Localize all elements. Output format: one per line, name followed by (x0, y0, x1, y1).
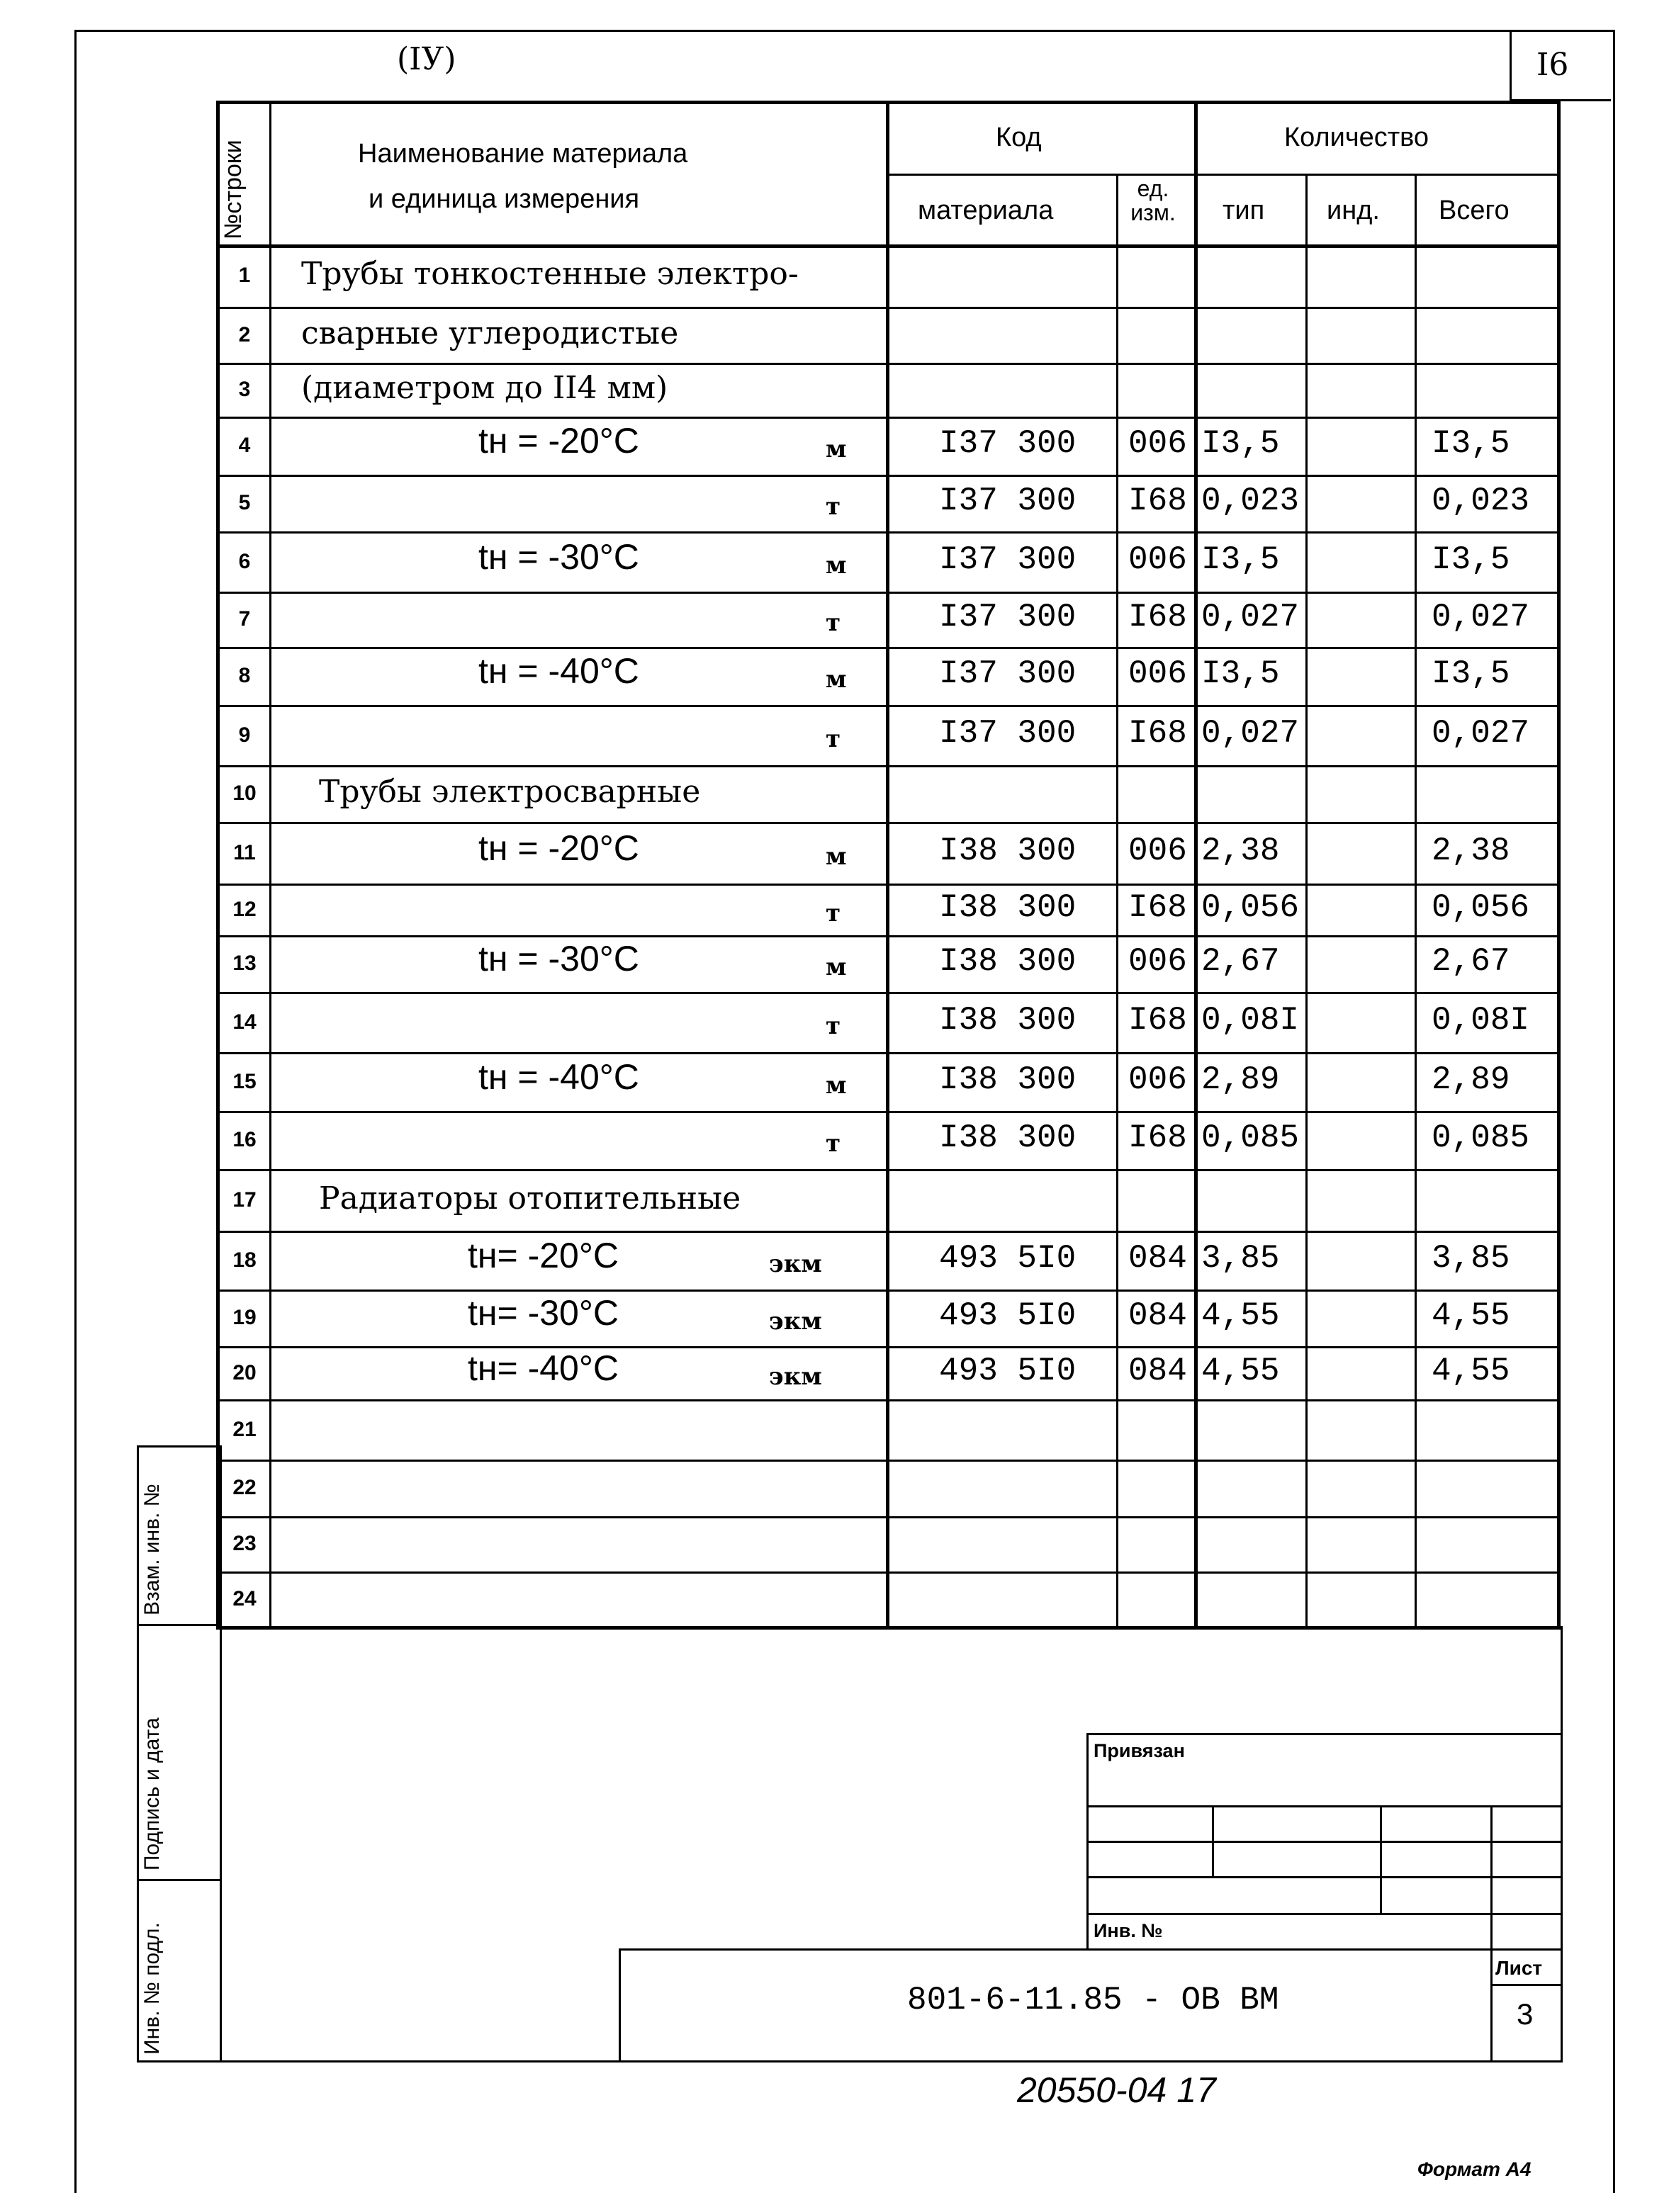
row-type-qty: 0,027 (1201, 714, 1300, 752)
row-number: 7 (238, 607, 251, 631)
row-temperature: tн = -40°C (478, 651, 639, 691)
row-material-code: I37 300 (939, 599, 1077, 636)
row-number: 21 (232, 1417, 257, 1441)
row-line (216, 1290, 1557, 1292)
row-number: 6 (238, 549, 251, 573)
row-material-code: I38 300 (939, 1061, 1077, 1098)
row-line (216, 1111, 1557, 1113)
row-line (216, 417, 1557, 419)
format-label: Формат А4 (1417, 2158, 1532, 2180)
side-strip-left (137, 1445, 139, 2062)
row-unit-code: I68 (1128, 888, 1187, 926)
row-type-qty: I3,5 (1201, 541, 1280, 578)
row-line (216, 1626, 1557, 1628)
row-temperature: tн = -30°C (478, 939, 639, 978)
row-line (216, 307, 1557, 309)
row-number: 23 (232, 1532, 257, 1555)
row-total-qty: 0,027 (1432, 599, 1530, 636)
row-unit-code: 084 (1128, 1297, 1187, 1334)
row-unit: экм (769, 1249, 822, 1278)
row-unit: экм (769, 1362, 822, 1391)
row-unit-code: 084 (1128, 1352, 1187, 1389)
row-type-qty: I3,5 (1201, 655, 1280, 692)
row-number: 18 (232, 1248, 257, 1272)
row-line (216, 592, 1557, 594)
row-number: 19 (232, 1306, 257, 1329)
sheet-corner-number: I6 (1536, 47, 1569, 83)
row-number: 20 (232, 1360, 257, 1384)
sheet-cell-divider (1490, 1984, 1561, 1986)
row-total-qty: 0,056 (1432, 888, 1530, 926)
row-material-code: 493 5I0 (939, 1239, 1077, 1277)
row-type-qty: 4,55 (1201, 1352, 1280, 1389)
row-material-code: I37 300 (939, 425, 1077, 462)
row-number: 8 (238, 664, 251, 687)
row-number: 15 (232, 1069, 257, 1093)
row-unit-code: 006 (1128, 1061, 1187, 1098)
col-line-uc (1116, 174, 1118, 1626)
col-line-ind (1305, 174, 1308, 1626)
header-bottom-line (216, 244, 1557, 248)
row-unit: м (826, 842, 847, 871)
row-line (216, 1169, 1557, 1171)
row-line (216, 1231, 1557, 1233)
row-total-qty: I3,5 (1432, 541, 1510, 578)
row-line (216, 1571, 1557, 1574)
row-line (216, 363, 1557, 365)
row-number: 13 (232, 952, 257, 975)
row-material-code: 493 5I0 (939, 1297, 1077, 1334)
designation-left (619, 1948, 621, 2062)
row-name: Трубы электросварные (319, 774, 701, 810)
row-number: 12 (232, 897, 257, 921)
header-name-line1: Наименование материала (358, 139, 688, 169)
row-type-qty: 0,056 (1201, 888, 1300, 926)
stamp-linked-label: Привязан (1094, 1740, 1185, 1761)
stamp-col3 (1490, 1805, 1493, 2060)
row-total-qty: 4,55 (1432, 1297, 1510, 1334)
row-unit: т (826, 609, 841, 637)
row-number: 10 (232, 781, 257, 805)
header-row-no: №строки (220, 140, 247, 239)
header-material-code: материала (918, 196, 1054, 225)
side-label-replace: Взам. инв. № (140, 1484, 164, 1615)
row-unit: м (826, 953, 847, 981)
row-type-qty: 0,08I (1201, 1001, 1300, 1039)
row-line (216, 1516, 1557, 1518)
col-line-num (269, 101, 271, 1626)
row-total-qty: 4,55 (1432, 1352, 1510, 1389)
header-quantity: Количество (1284, 123, 1429, 152)
row-unit: м (826, 1071, 847, 1100)
header-unit-code: ед. изм. (1130, 176, 1176, 225)
row-unit-code: I68 (1128, 483, 1187, 519)
header-type: тип (1223, 196, 1265, 225)
row-number: 22 (232, 1476, 257, 1499)
stamp-col2 (1380, 1805, 1382, 1913)
row-number: 1 (238, 264, 251, 287)
row-unit: т (826, 724, 841, 753)
row-line (216, 1052, 1557, 1054)
row-material-code: I38 300 (939, 832, 1077, 869)
header-sub-line (886, 174, 1557, 176)
row-temperature: tн = -40°C (478, 1056, 639, 1097)
row-total-qty: 0,023 (1432, 483, 1530, 519)
row-unit-code: 084 (1128, 1239, 1187, 1277)
row-total-qty: 0,027 (1432, 714, 1530, 752)
row-name: Трубы тонкостенные электро- (301, 256, 799, 292)
row-line (216, 705, 1557, 707)
row-number: 24 (232, 1586, 257, 1610)
corner-box-left (1510, 30, 1512, 101)
row-number: 9 (238, 723, 251, 747)
row-line (216, 765, 1557, 767)
row-unit: экм (769, 1307, 822, 1336)
row-line (216, 935, 1557, 937)
row-temperature: tн= -20°C (468, 1235, 619, 1275)
side-strip-right (220, 1445, 222, 2062)
row-unit-code: 006 (1128, 425, 1187, 462)
row-unit-code: I68 (1128, 1001, 1187, 1039)
row-material-code: I38 300 (939, 1001, 1077, 1039)
row-number: 5 (238, 491, 251, 514)
row-type-qty: 3,85 (1201, 1239, 1280, 1277)
row-line (216, 475, 1557, 477)
row-unit: т (826, 898, 841, 927)
row-total-qty: I3,5 (1432, 425, 1510, 462)
row-number: 2 (238, 322, 251, 346)
row-type-qty: 0,023 (1201, 483, 1300, 519)
row-temperature: tн= -40°C (468, 1348, 619, 1388)
row-material-code: I37 300 (939, 655, 1077, 692)
side-label-inv-original: Инв. № подл. (140, 1922, 164, 2055)
row-material-code: I37 300 (939, 483, 1077, 519)
row-number: 3 (238, 378, 251, 401)
row-unit-code: 006 (1128, 832, 1187, 869)
row-material-code: I37 300 (939, 714, 1077, 752)
stamp-col1 (1212, 1805, 1214, 1876)
row-type-qty: 0,085 (1201, 1119, 1300, 1156)
row-line (216, 992, 1557, 994)
col-line-typ (1194, 101, 1198, 1626)
side-strip-top (137, 1445, 220, 1448)
row-material-code: 493 5I0 (939, 1352, 1077, 1389)
row-line (216, 647, 1557, 649)
row-unit-code: I68 (1128, 599, 1187, 636)
row-line (216, 822, 1557, 824)
row-total-qty: 2,67 (1432, 943, 1510, 980)
row-unit-code: I68 (1128, 714, 1187, 752)
row-type-qty: 4,55 (1201, 1297, 1280, 1334)
row-unit-code: 006 (1128, 943, 1187, 980)
row-type-qty: 2,89 (1201, 1061, 1280, 1098)
row-number: 14 (232, 1010, 257, 1034)
row-line (216, 1346, 1557, 1348)
side-strip-div1 (137, 1624, 220, 1626)
row-type-qty: 0,027 (1201, 599, 1300, 636)
row-unit: м (826, 435, 847, 463)
lower-area-right (1561, 1626, 1563, 2062)
row-number: 17 (232, 1187, 257, 1212)
row-total-qty: 0,08I (1432, 1001, 1530, 1039)
row-number: 4 (238, 434, 251, 457)
row-unit: т (826, 1129, 841, 1158)
side-label-sign-date: Подпись и дата (140, 1717, 164, 1870)
row-line (216, 884, 1557, 886)
variant-label: (IУ) (397, 41, 456, 77)
row-line (216, 1460, 1557, 1462)
row-temperature: tн= -30°C (468, 1293, 619, 1333)
row-unit-code: 006 (1128, 541, 1187, 578)
row-material-code: I38 300 (939, 943, 1077, 980)
side-strip-div2 (137, 1879, 220, 1881)
row-number: 16 (232, 1128, 257, 1151)
row-total-qty: I3,5 (1432, 655, 1510, 692)
header-code: Код (996, 123, 1042, 152)
row-unit: м (826, 551, 847, 580)
header-name-line2: и единица измерения (369, 184, 640, 214)
row-temperature: tн = -20°C (478, 421, 639, 461)
row-name: (диаметром до II4 мм) (301, 370, 668, 406)
row-material-code: I38 300 (939, 1119, 1077, 1156)
designation-code: 801-6-11.85 - ОВ ВМ (907, 1982, 1279, 2019)
col-line-name (886, 101, 889, 1626)
stamp-inv-label: Инв. № (1094, 1920, 1163, 1941)
row-type-qty: I3,5 (1201, 425, 1280, 462)
designation-top (619, 1948, 1561, 1951)
lower-area-bottom (220, 2060, 1563, 2063)
col-line-tot (1415, 174, 1417, 1626)
side-strip-bottom (137, 2060, 220, 2063)
archive-number: 20550-04 17 (1017, 2070, 1216, 2110)
row-number: 11 (233, 840, 256, 864)
row-line (216, 531, 1557, 534)
header-ind: инд. (1327, 196, 1380, 225)
row-unit: т (826, 1011, 841, 1040)
sheet-number: 3 (1517, 1997, 1534, 2031)
stamp-top (1086, 1733, 1561, 1735)
row-unit-code: 006 (1128, 655, 1187, 692)
row-unit: м (826, 665, 847, 694)
row-line (216, 1399, 1557, 1401)
row-material-code: I37 300 (939, 541, 1077, 578)
row-type-qty: 2,38 (1201, 832, 1280, 869)
table-border-right (1557, 101, 1561, 1630)
row-unit: т (826, 492, 841, 521)
row-total-qty: 3,85 (1432, 1239, 1510, 1277)
row-type-qty: 2,67 (1201, 943, 1280, 980)
row-total-qty: 2,89 (1432, 1061, 1510, 1098)
row-temperature: tн = -30°C (478, 536, 639, 577)
row-name: сварные углеродистые (301, 315, 679, 351)
row-material-code: I38 300 (939, 888, 1077, 926)
row-name: Радиаторы отопительные (319, 1180, 741, 1217)
sheet-label: Лист (1495, 1957, 1543, 1979)
header-total: Всего (1439, 196, 1510, 225)
row-total-qty: 2,38 (1432, 832, 1510, 869)
row-unit-code: I68 (1128, 1119, 1187, 1156)
row-total-qty: 0,085 (1432, 1119, 1530, 1156)
row-temperature: tн = -20°C (478, 828, 639, 868)
